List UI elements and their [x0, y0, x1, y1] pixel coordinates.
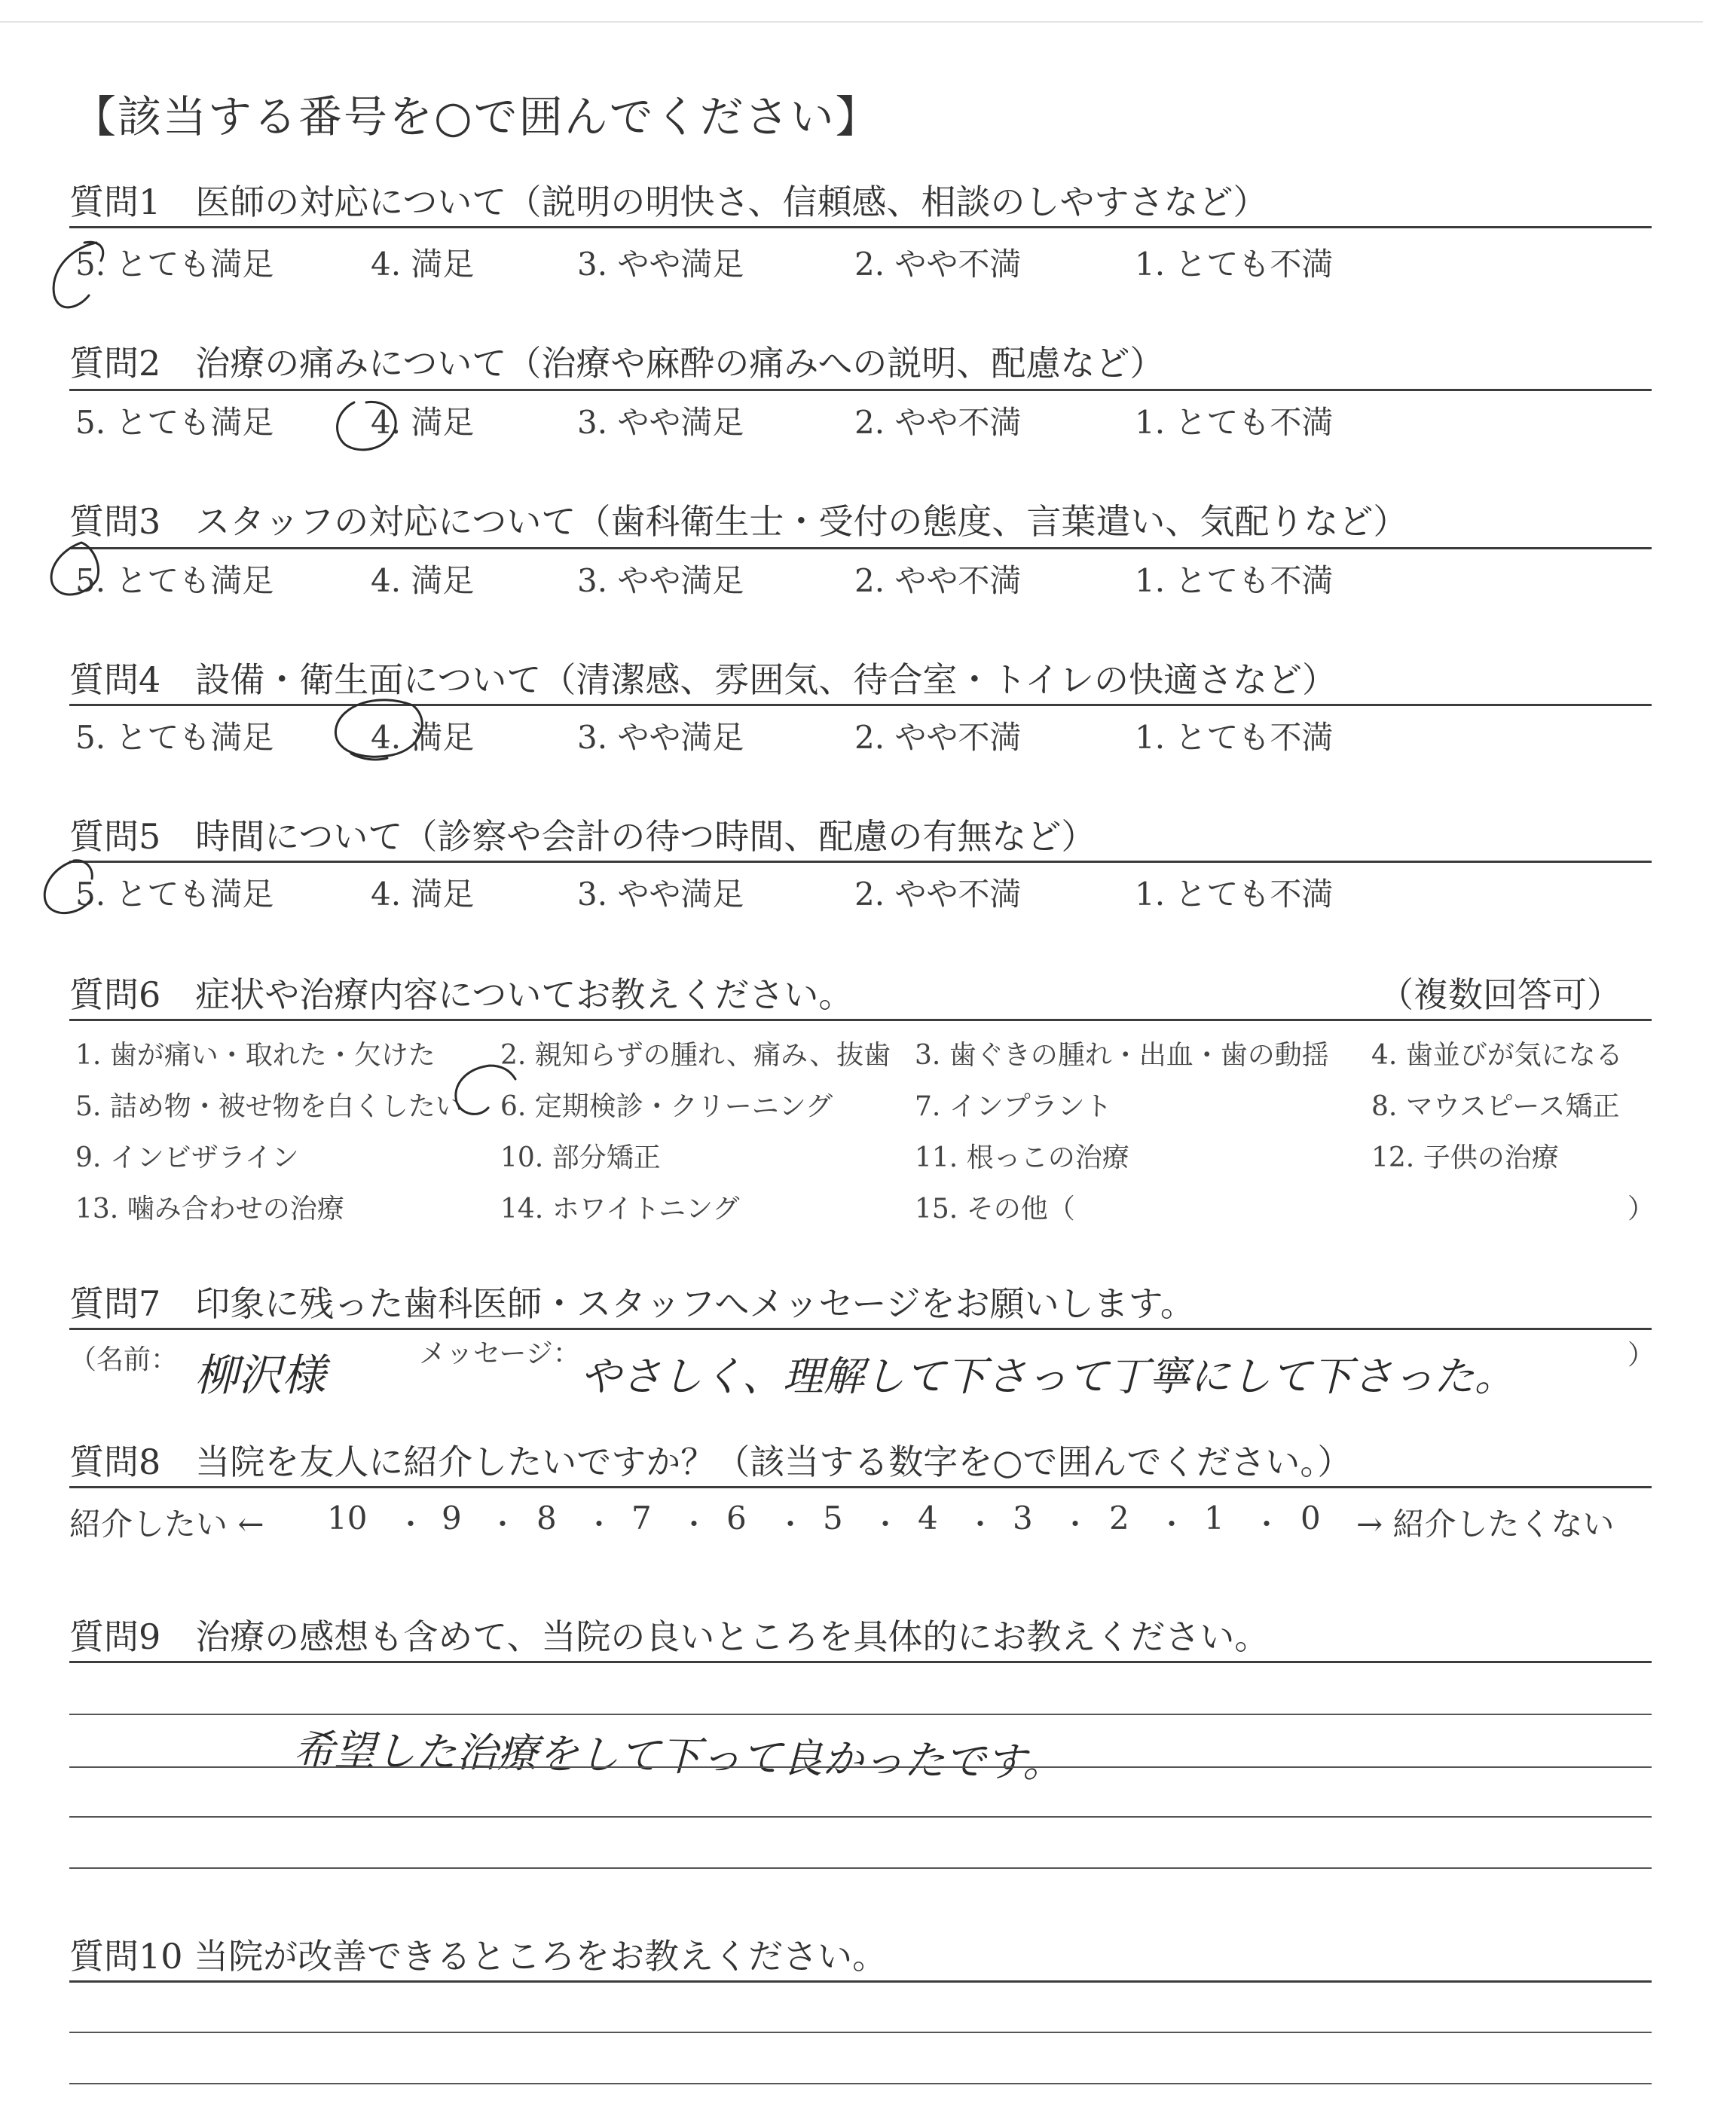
q6-item-10[interactable]: 10. 部分矯正	[500, 1142, 661, 1173]
q4-option-5[interactable]: 5. とても満足	[75, 719, 274, 756]
q1-option-1[interactable]: 1. とても不満	[1135, 246, 1334, 283]
q8-scale-10[interactable]: 10	[327, 1500, 368, 1537]
q2-circle-mark	[338, 402, 396, 449]
q6-item-14[interactable]: 14. ホワイトニング	[500, 1194, 740, 1225]
q9-title: 質問9 治療の感想も含めて、当院の良いところを具体的にお教えください。	[69, 1616, 1270, 1657]
q6-multi-answer-note: （複数回答可）	[1379, 974, 1621, 1015]
q1-circle-mark	[53, 242, 103, 307]
q2-option-1[interactable]: 1. とても不満	[1135, 404, 1334, 441]
q8-scale-1[interactable]: 1	[1204, 1500, 1224, 1537]
q8-sep: ・	[396, 1508, 426, 1541]
q8-sep: ・	[680, 1508, 709, 1541]
q10-title: 質問10 当院が改善できるところをお教えください。	[69, 1936, 888, 1977]
q1-title: 質問1 医師の対応について（説明の明快さ、信頼感、相談のしやすさなど）	[69, 182, 1268, 222]
q5-circle-mark	[44, 861, 92, 913]
q8-scale-5[interactable]: 5	[823, 1500, 843, 1537]
q8-sep: ・	[871, 1508, 900, 1541]
q4-option-3[interactable]: 3. やや満足	[577, 719, 744, 756]
instruction-heading: 【該当する番号を○で囲んでください】	[72, 91, 881, 142]
q8-sep: ・	[1157, 1508, 1187, 1541]
q6-item-11[interactable]: 11. 根っこの治療	[915, 1142, 1129, 1173]
q6-item-12[interactable]: 12. 子供の治療	[1371, 1142, 1559, 1173]
q5-title: 質問5 時間について（診察や会計の待つ時間、配慮の有無など）	[69, 816, 1096, 857]
q6-item-3[interactable]: 3. 歯ぐきの腫れ・出血・歯の動揺	[915, 1040, 1329, 1071]
q8-sep: ・	[966, 1508, 995, 1541]
q1-option-3[interactable]: 3. やや満足	[577, 246, 744, 283]
q7-message-label: メッセージ：	[419, 1338, 580, 1369]
q4-option-1[interactable]: 1. とても不満	[1135, 719, 1334, 756]
q8-scale-2[interactable]: 2	[1109, 1500, 1129, 1537]
q6-item-1[interactable]: 1. 歯が痛い・取れた・欠けた	[75, 1040, 436, 1071]
q7-close-paren: ）	[1628, 1340, 1655, 1371]
q9-answer-handwritten[interactable]: 希望した治療をして下って良かったです。	[293, 1726, 1065, 1787]
q5-option-4[interactable]: 4. 満足	[371, 876, 475, 913]
q3-option-3[interactable]: 3. やや満足	[577, 562, 744, 599]
q6-circle-mark	[456, 1066, 515, 1114]
q5-option-2[interactable]: 2. やや不満	[854, 876, 1022, 913]
q8-scale-4[interactable]: 4	[918, 1500, 938, 1537]
q5-option-1[interactable]: 1. とても不満	[1135, 876, 1334, 913]
q6-item-4[interactable]: 4. 歯並びが気になる	[1371, 1040, 1623, 1071]
q8-sep: ・	[488, 1508, 518, 1541]
q7-name-label: （名前：	[69, 1344, 179, 1375]
q3-title: 質問3 スタッフの対応について（歯科衛生士・受付の態度、言葉遣い、気配りなど）	[69, 501, 1408, 542]
q1-option-2[interactable]: 2. やや不満	[854, 246, 1022, 283]
q6-item-6[interactable]: 6. 定期検診・クリーニング	[500, 1091, 833, 1122]
q6-item-13[interactable]: 13. 噛み合わせの治療	[75, 1194, 344, 1225]
q8-title: 質問8 当院を友人に紹介したいですか？（該当する数字を○で囲んでください。）	[69, 1442, 1352, 1482]
q2-option-4[interactable]: 4. 満足	[371, 404, 475, 441]
q6-item-15-close: ）	[1628, 1194, 1655, 1225]
q5-option-5[interactable]: 5. とても満足	[75, 876, 274, 913]
q2-option-3[interactable]: 3. やや満足	[577, 404, 744, 441]
q7-message-handwritten[interactable]: やさしく、理解して下さって丁寧にして下さった。	[580, 1353, 1515, 1400]
q3-option-2[interactable]: 2. やや不満	[854, 562, 1022, 599]
q8-sep: ・	[1061, 1508, 1090, 1541]
q6-item-2[interactable]: 2. 親知らずの腫れ、痛み、抜歯	[500, 1040, 891, 1071]
q4-title: 質問4 設備・衛生面について（清潔感、雰囲気、待合室・トイレの快適さなど）	[69, 659, 1337, 700]
q6-item-5[interactable]: 5. 詰め物・被せ物を白くしたい	[75, 1091, 463, 1122]
q8-sep: ・	[1252, 1508, 1282, 1541]
q4-circle-mark	[335, 700, 422, 760]
q3-option-4[interactable]: 4. 満足	[371, 562, 475, 599]
q8-sep: ・	[585, 1508, 614, 1541]
q3-option-5[interactable]: 5. とても満足	[75, 562, 274, 599]
q6-item-8[interactable]: 8. マウスピース矯正	[1371, 1091, 1620, 1122]
q8-scale-0[interactable]: 0	[1300, 1500, 1321, 1537]
q1-option-5[interactable]: 5. とても満足	[75, 246, 274, 283]
q8-left-label: 紹介したい ←	[69, 1506, 264, 1543]
q6-item-15[interactable]: 15. その他（	[915, 1194, 1075, 1225]
q8-scale-8[interactable]: 8	[536, 1500, 557, 1537]
q2-option-5[interactable]: 5. とても満足	[75, 404, 274, 441]
q3-circle-mark	[51, 543, 98, 595]
q7-name-handwritten[interactable]: 柳沢様	[194, 1350, 326, 1401]
q4-option-4[interactable]: 4. 満足	[371, 719, 475, 756]
q4-option-2[interactable]: 2. やや不満	[854, 719, 1022, 756]
q8-sep: ・	[776, 1508, 805, 1541]
q8-scale-3[interactable]: 3	[1013, 1500, 1033, 1537]
q7-title: 質問7 印象に残った歯科医師・スタッフへメッセージをお願いします。	[69, 1283, 1195, 1324]
q8-scale-7[interactable]: 7	[631, 1500, 652, 1537]
q1-option-4[interactable]: 4. 満足	[371, 246, 475, 283]
q2-option-2[interactable]: 2. やや不満	[854, 404, 1022, 441]
q3-option-1[interactable]: 1. とても不満	[1135, 562, 1334, 599]
q6-title: 質問6 症状や治療内容についてお教えください。	[69, 974, 854, 1015]
q6-item-7[interactable]: 7. インプラント	[915, 1091, 1112, 1122]
q8-scale-6[interactable]: 6	[726, 1500, 747, 1537]
q2-title: 質問2 治療の痛みについて（治療や麻酔の痛みへの説明、配慮など）	[69, 343, 1165, 384]
q8-scale-9[interactable]: 9	[442, 1500, 462, 1537]
q6-item-9[interactable]: 9. インビザライン	[75, 1142, 299, 1173]
q8-right-label: → 紹介したくない	[1356, 1506, 1615, 1543]
q5-option-3[interactable]: 3. やや満足	[577, 876, 744, 913]
